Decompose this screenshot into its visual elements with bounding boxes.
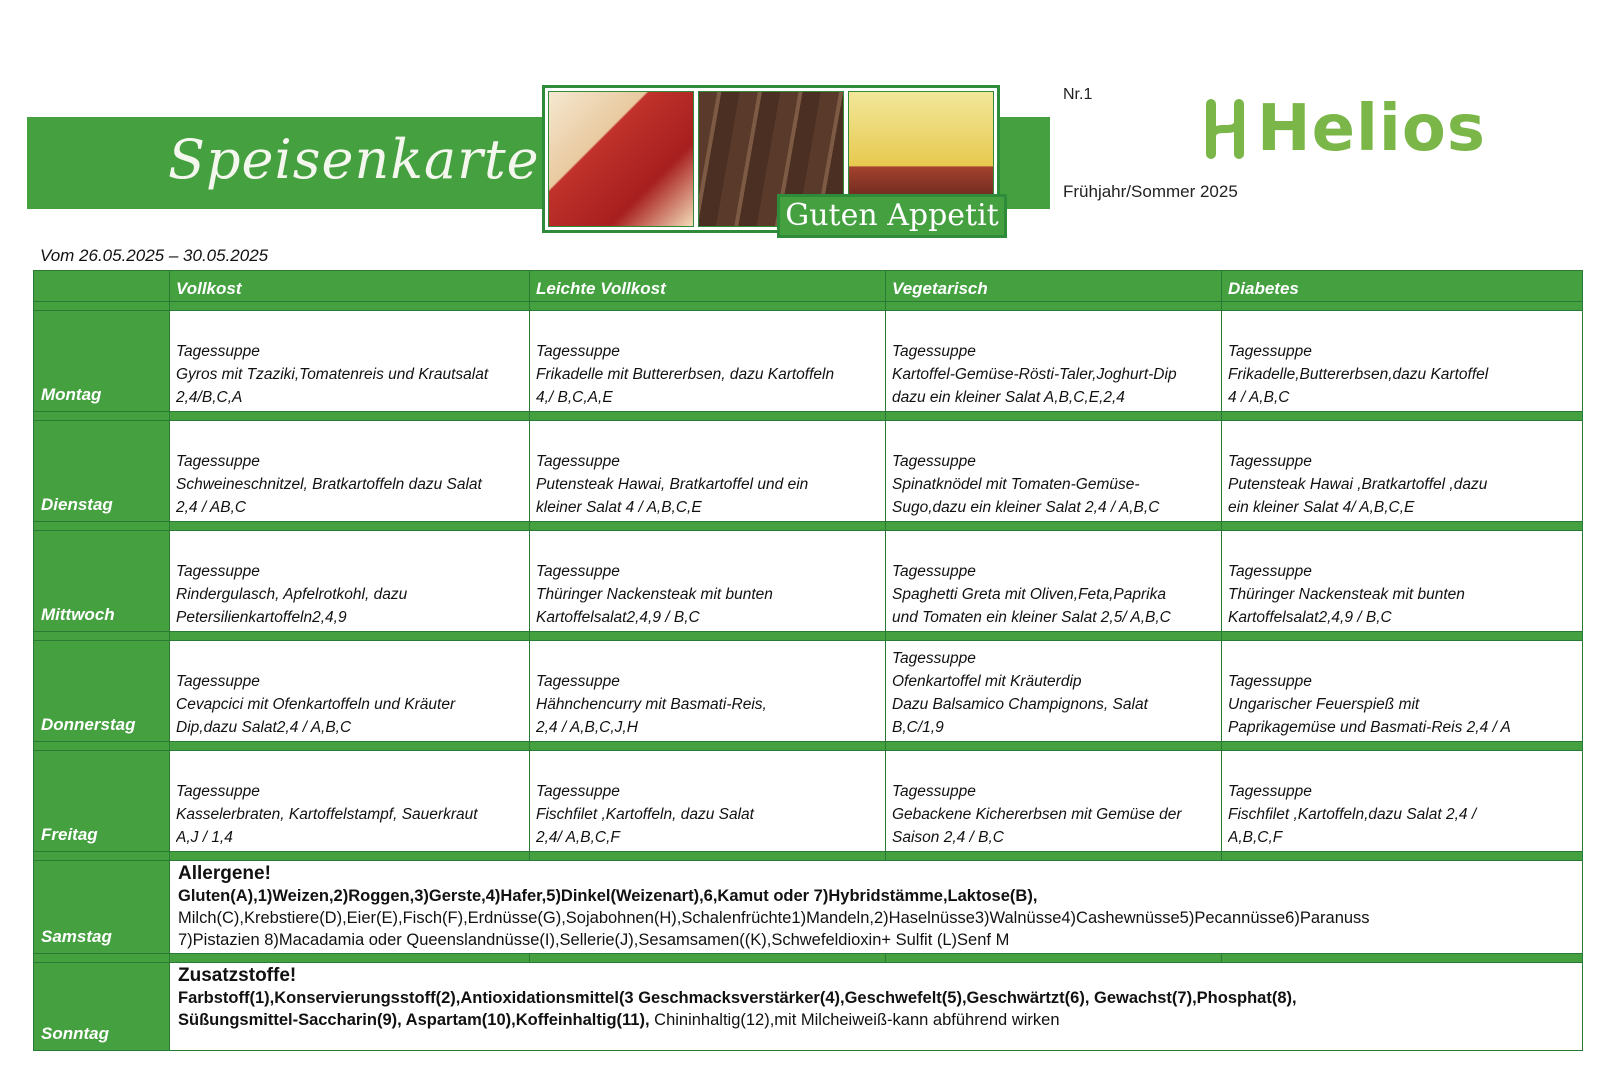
day-label: Samstag	[34, 861, 170, 954]
page-title: Speisenkarte	[168, 128, 540, 191]
menu-line: Tagessuppe	[176, 673, 260, 690]
separator-cell	[170, 522, 530, 531]
zusatzstoffe-title: Zusatzstoffe!	[178, 965, 297, 986]
separator-cell	[34, 412, 170, 421]
menu-line: ein kleiner Salat 4/ A,B,C,E	[1228, 499, 1415, 516]
menu-line: Hähnchencurry mit Basmati-Reis,	[536, 696, 767, 713]
menu-cell	[170, 751, 530, 852]
apple-photo	[548, 91, 694, 227]
menu-cell	[530, 311, 886, 412]
menu-line: Schweineschnitzel, Bratkartoffeln dazu Salat	[176, 476, 482, 493]
day-label: Freitag	[34, 751, 170, 852]
menu-line: Tagessuppe	[892, 650, 976, 667]
separator-cell	[530, 632, 886, 641]
day-row	[34, 311, 1583, 412]
zusatzstoffe-cell	[170, 963, 1583, 1051]
menu-line: Thüringer Nackensteak mit bunten	[1228, 586, 1465, 603]
separator-cell	[886, 632, 1222, 641]
allergene-line: Milch(C),Krebstiere(D),Eier(E),Fisch(F),Erdnüsse(G),Sojabohnen(H),Schalenfrüchte1)Mandeln,2)Haselnüsse3)Walnüsse4)Cashewnüsse5)Pecannüsse6)Paranuss	[178, 909, 1370, 927]
menu-cell	[170, 531, 530, 632]
menu-line: kleiner Salat 4 / A,B,C,E	[536, 499, 702, 516]
menu-line: Kasselerbraten, Kartoffelstampf, Sauerkraut	[176, 806, 478, 823]
row-separator	[34, 954, 1583, 963]
menu-line: Tagessuppe	[1228, 563, 1312, 580]
menu-line: Tagessuppe	[1228, 783, 1312, 800]
separator-cell	[530, 742, 886, 751]
separator-cell	[34, 632, 170, 641]
zusatzstoffe-line	[178, 1009, 1574, 1031]
day-row	[34, 531, 1583, 632]
separator-cell	[170, 742, 530, 751]
menu-cell	[1222, 531, 1583, 632]
menu-line: Tagessuppe	[536, 673, 620, 690]
sonntag-row	[34, 963, 1583, 1051]
menu-cell	[1222, 311, 1583, 412]
date-range: Vom 26.05.2025 – 30.05.2025	[40, 246, 269, 265]
menu-line: Tagessuppe	[1228, 453, 1312, 470]
col-header-vegetarisch: Vegetarisch	[886, 271, 1222, 302]
separator-cell	[1222, 302, 1583, 311]
samstag-row	[34, 861, 1583, 954]
separator-cell	[530, 412, 886, 421]
helios-logo-icon	[1203, 96, 1247, 162]
row-separator	[34, 742, 1583, 751]
allergene-title: Allergene!	[178, 863, 271, 884]
separator-cell	[34, 852, 170, 861]
menu-cell	[170, 311, 530, 412]
allergene-line: Gluten(A),1)Weizen,2)Roggen,3)Gerste,4)Hafer,5)Dinkel(Weizenart),6,Kamut oder 7)Hybridstämme,Laktose(B),	[178, 887, 1038, 905]
guten-appetit-label: Guten Appetit	[777, 194, 1007, 238]
menu-cell	[530, 751, 886, 852]
menu-line: B,C/1,9	[892, 719, 944, 736]
menu-line: Gebackene Kichererbsen mit Gemüse der	[892, 806, 1182, 823]
separator-cell	[34, 302, 170, 311]
menu-line: Tagessuppe	[176, 563, 260, 580]
menu-cell	[530, 531, 886, 632]
separator-cell	[1222, 522, 1583, 531]
separator-cell	[34, 522, 170, 531]
menu-line: Dip,dazu Salat2,4 / A,B,C	[176, 719, 352, 736]
day-label: Dienstag	[34, 421, 170, 522]
menu-cell	[530, 421, 886, 522]
separator-cell	[170, 632, 530, 641]
menu-line: dazu ein kleiner Salat A,B,C,E,2,4	[892, 389, 1125, 406]
menu-line: 2,4 / AB,C	[176, 499, 247, 516]
zusatzstoffe-line: Farbstoff(1),Konservierungsstoff(2),Antioxidationsmittel(3 Geschmacksverstärker(4),Geschwefelt(5),Geschwärtzt(6), Gewachst(7),Phosphat(8),	[178, 989, 1297, 1007]
menu-line: Tagessuppe	[536, 563, 620, 580]
menu-line: Cevapcici mit Ofenkartoffeln und Kräuter	[176, 696, 456, 713]
menu-line: Putensteak Hawai ,Bratkartoffel ,dazu	[1228, 476, 1488, 493]
menu-line: Kartoffelsalat2,4,9 / B,C	[1228, 609, 1392, 626]
menu-line: Tagessuppe	[892, 783, 976, 800]
separator-cell	[170, 302, 530, 311]
menu-line: Tagessuppe	[536, 343, 620, 360]
menu-cell	[886, 311, 1222, 412]
menu-cell	[1222, 751, 1583, 852]
menu-line: Dazu Balsamico Champignons, Salat	[892, 696, 1148, 713]
separator-cell	[886, 852, 1222, 861]
day-row	[34, 641, 1583, 742]
header-row	[34, 271, 1583, 302]
menu-line: 2,4 / A,B,C,J,H	[536, 719, 638, 736]
menu-line: A,B,C,F	[1228, 829, 1283, 846]
menu-line: Gyros mit Tzaziki,Tomatenreis und Krautsalat	[176, 366, 489, 383]
menu-number: Nr.1	[1063, 86, 1093, 103]
menu-line: Tagessuppe	[176, 783, 260, 800]
separator-cell	[530, 852, 886, 861]
separator-cell	[530, 522, 886, 531]
menu-table	[33, 270, 1583, 1051]
separator-cell	[530, 954, 886, 963]
separator-cell	[34, 742, 170, 751]
menu-line: 4 / A,B,C	[1228, 389, 1290, 406]
col-header-leichte-vollkost: Leichte Vollkost	[530, 271, 886, 302]
day-label: Montag	[34, 311, 170, 412]
menu-cell	[886, 421, 1222, 522]
menu-line: A,J / 1,4	[176, 829, 233, 846]
menu-line: 4,/ B,C,A,E	[536, 389, 613, 406]
menu-line: Kartoffel-Gemüse-Rösti-Taler,Joghurt-Dip	[892, 366, 1177, 383]
separator-cell	[170, 852, 530, 861]
helios-logo-text: Helios	[1257, 92, 1486, 166]
menu-line: Tagessuppe	[892, 343, 976, 360]
menu-cell	[886, 531, 1222, 632]
menu-line: Fischfilet ,Kartoffeln, dazu Salat	[536, 806, 754, 823]
menu-body	[34, 302, 1583, 1051]
menu-line: Tagessuppe	[176, 453, 260, 470]
row-separator	[34, 412, 1583, 421]
menu-line: Thüringer Nackensteak mit bunten	[536, 586, 773, 603]
menu-line: Tagessuppe	[536, 783, 620, 800]
day-row	[34, 421, 1583, 522]
col-header-day	[34, 271, 170, 302]
menu-line: Tagessuppe	[536, 453, 620, 470]
separator-cell	[34, 954, 170, 963]
menu-cell	[170, 421, 530, 522]
menu-line: Putensteak Hawai, Bratkartoffel und ein	[536, 476, 809, 493]
helios-logo	[1203, 92, 1486, 166]
day-row	[34, 751, 1583, 852]
season-label: Frühjahr/Sommer 2025	[1063, 182, 1238, 201]
day-label: Donnerstag	[34, 641, 170, 742]
row-separator	[34, 852, 1583, 861]
menu-cell	[530, 641, 886, 742]
separator-cell	[886, 302, 1222, 311]
menu-line: Paprikagemüse und Basmati-Reis 2,4 / A	[1228, 719, 1511, 736]
allergene-cell	[170, 861, 1583, 954]
menu-line: Tagessuppe	[1228, 673, 1312, 690]
zusatzstoffe-rest-part: Chininhaltig(12),mit Milcheiweiß-kann abführend wirken	[649, 1011, 1060, 1029]
col-header-vollkost: Vollkost	[170, 271, 530, 302]
menu-line: Tagessuppe	[176, 343, 260, 360]
separator-cell	[170, 954, 530, 963]
separator-cell	[1222, 412, 1583, 421]
menu-line: Frikadelle,Buttererbsen,dazu Kartoffel	[1228, 366, 1489, 383]
separator-cell	[530, 302, 886, 311]
separator-cell	[170, 412, 530, 421]
menu-line: Sugo,dazu ein kleiner Salat 2,4 / A,B,C	[892, 499, 1160, 516]
menu-cell	[1222, 421, 1583, 522]
separator-cell	[1222, 742, 1583, 751]
zusatzstoffe-bold-part: Süßungsmittel-Saccharin(9), Aspartam(10),Koffeinhaltig(11),	[178, 1011, 650, 1029]
menu-line: 2,4/ A,B,C,F	[536, 829, 620, 846]
menu-line: 2,4/B,C,A	[176, 389, 243, 406]
separator-cell	[1222, 852, 1583, 861]
menu-cell	[1222, 641, 1583, 742]
row-separator	[34, 302, 1583, 311]
day-label: Sonntag	[34, 963, 170, 1051]
separator-cell	[886, 412, 1222, 421]
menu-line: Rindergulasch, Apfelrotkohl, dazu	[176, 586, 408, 603]
menu-line: Tagessuppe	[892, 563, 976, 580]
day-label: Mittwoch	[34, 531, 170, 632]
menu-line: Fischfilet ,Kartoffeln,dazu Salat 2,4 /	[1228, 806, 1477, 823]
menu-line: Spaghetti Greta mit Oliven,Feta,Paprika	[892, 586, 1166, 603]
menu-line: Petersilienkartoffeln2,4,9	[176, 609, 347, 626]
separator-cell	[1222, 954, 1583, 963]
menu-line: Tagessuppe	[892, 453, 976, 470]
row-separator	[34, 522, 1583, 531]
menu-line: Spinatknödel mit Tomaten-Gemüse-	[892, 476, 1140, 493]
menu-line: Ungarischer Feuerspieß mit	[1228, 696, 1420, 713]
menu-cell	[886, 641, 1222, 742]
menu-line: Frikadelle mit Buttererbsen, dazu Kartoffeln	[536, 366, 835, 383]
menu-cell	[170, 641, 530, 742]
separator-cell	[886, 742, 1222, 751]
menu-line: und Tomaten ein kleiner Salat 2,5/ A,B,C	[892, 609, 1171, 626]
separator-cell	[886, 954, 1222, 963]
menu-line: Saison 2,4 / B,C	[892, 829, 1005, 846]
allergene-line: 7)Pistazien 8)Macadamia oder Queenslandnüsse(I),Sellerie(J),Sesamsamen((K),Schwefeldioxin+ Sulfit (L)Senf M	[178, 931, 1010, 949]
menu-line: Kartoffelsalat2,4,9 / B,C	[536, 609, 700, 626]
row-separator	[34, 632, 1583, 641]
menu-cell	[886, 751, 1222, 852]
separator-cell	[1222, 632, 1583, 641]
separator-cell	[886, 522, 1222, 531]
col-header-diabetes: Diabetes	[1222, 271, 1583, 302]
menu-line: Tagessuppe	[1228, 343, 1312, 360]
menu-line: Ofenkartoffel mit Kräuterdip	[892, 673, 1082, 690]
